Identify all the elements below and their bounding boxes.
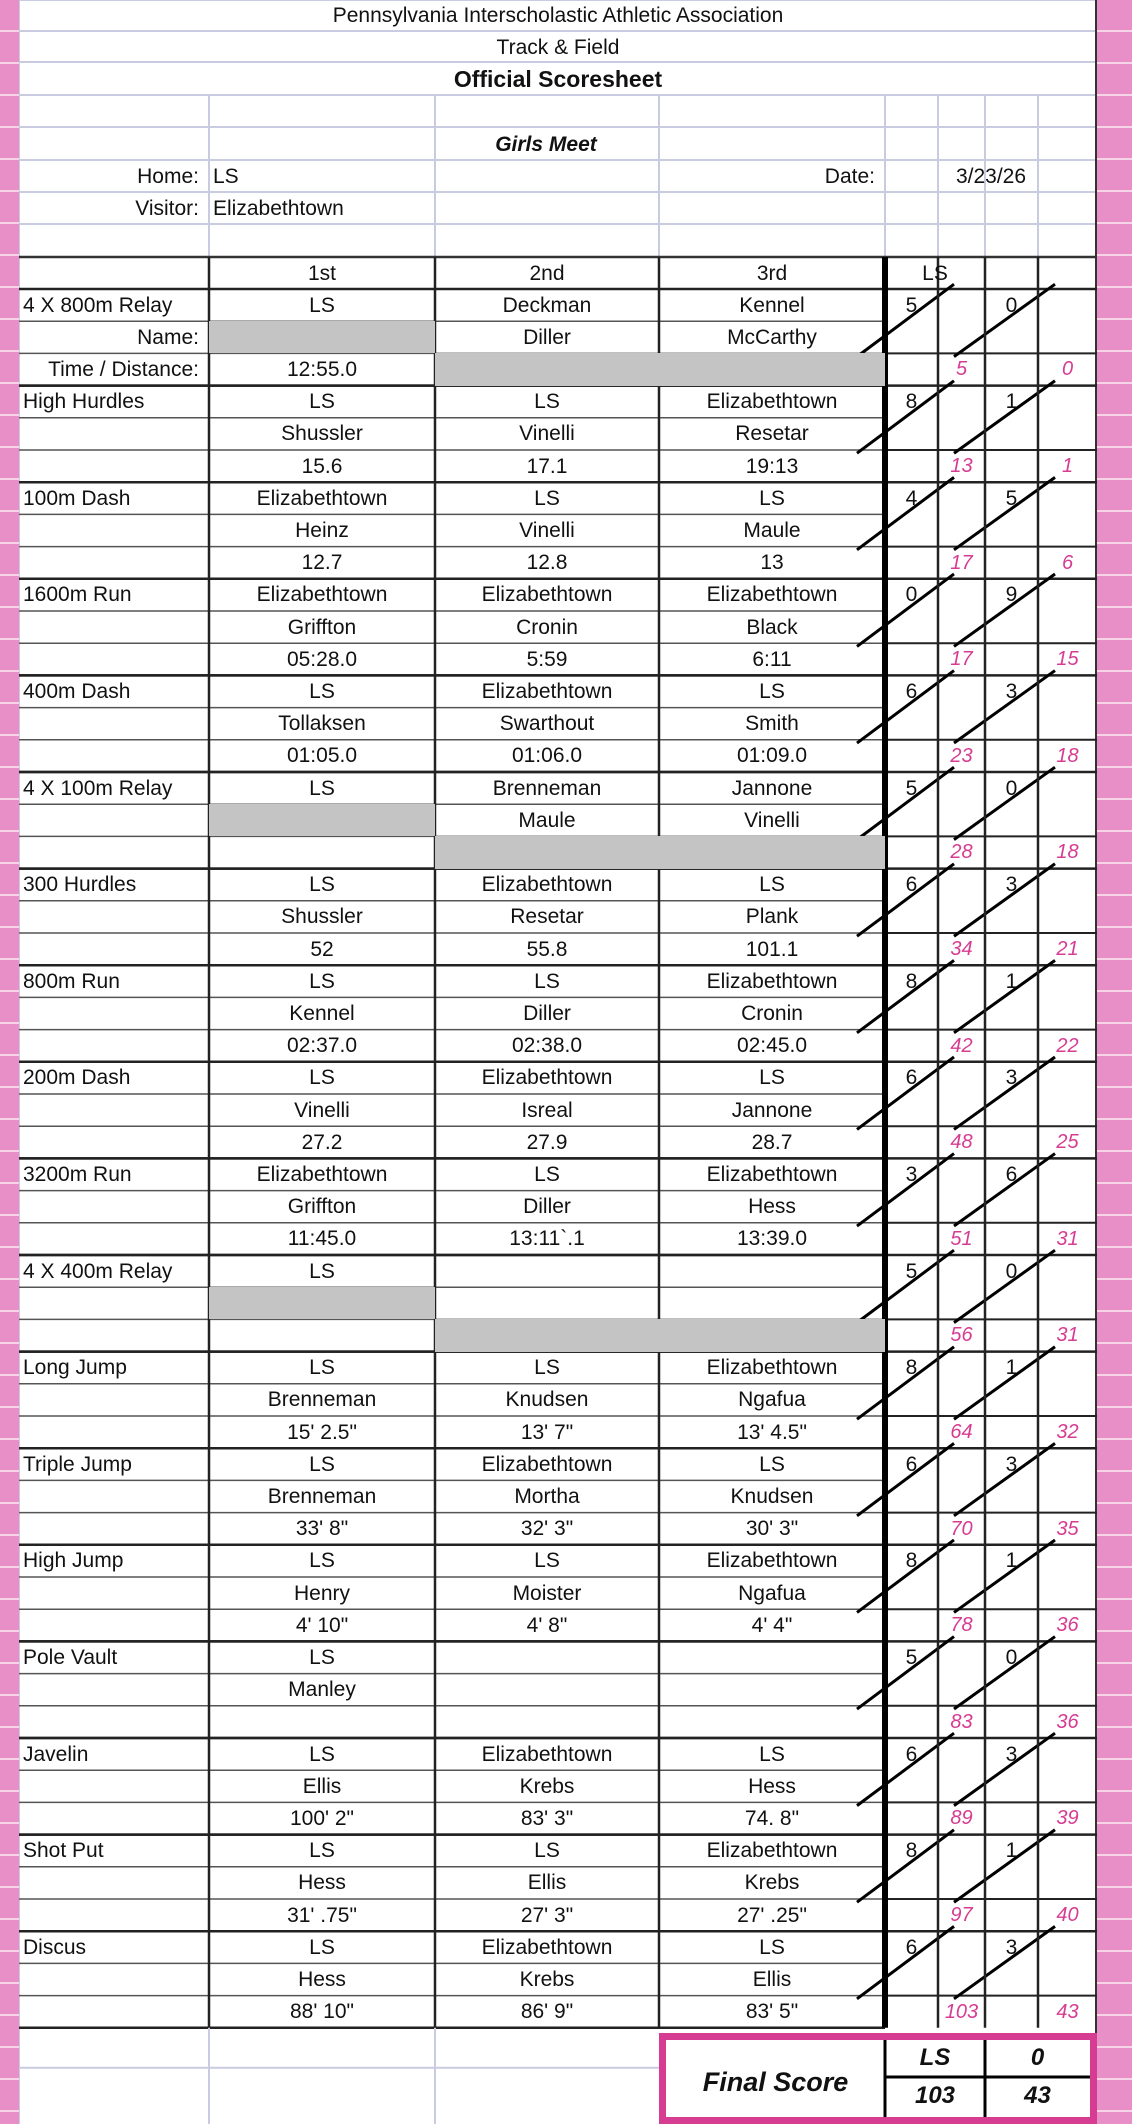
event-name: 4 X 800m Relay — [23, 293, 173, 317]
event-name: Shot Put — [23, 1839, 104, 1863]
mark-place-3: 13' 4.5" — [737, 1420, 807, 1444]
mark-place-1: 12.7 — [301, 551, 343, 575]
home-running-total: 17 — [950, 551, 973, 574]
home-points: 8 — [905, 1839, 918, 1863]
visitor-running-total: 6 — [1061, 551, 1074, 574]
team-place-1: LS — [309, 679, 335, 703]
meet-title: Girls Meet — [495, 132, 597, 156]
team-place-3: LS — [759, 679, 785, 703]
home-running-total: 28 — [950, 841, 973, 864]
home-running-total: 5 — [955, 358, 968, 381]
mark-place-2: 13:11`.1 — [509, 1227, 585, 1251]
athlete-place-3: Black — [746, 615, 798, 639]
team-place-2: LS — [534, 1549, 560, 1573]
event-name: Pole Vault — [23, 1645, 118, 1669]
team-place-3: Elizabethtown — [706, 969, 838, 993]
visitor-points: 3 — [1005, 1742, 1018, 1766]
team-place-2: LS — [534, 1162, 560, 1186]
sheet-title: Official Scoresheet — [453, 65, 663, 92]
team-place-1: LS — [309, 1742, 335, 1766]
athlete-place-1: Manley — [288, 1678, 356, 1702]
visitor-points: 3 — [1005, 1452, 1018, 1476]
event-name: Javelin — [23, 1742, 89, 1766]
mark-place-2 — [435, 1319, 659, 1351]
final-score-label: Final Score — [702, 2066, 849, 2097]
mark-place-3: 19:13 — [745, 454, 799, 478]
mark-place-1: 4' 10" — [295, 1613, 349, 1637]
team-place-1: LS — [309, 1645, 335, 1669]
event-name: High Hurdles — [23, 390, 145, 414]
athlete-place-3: Hess — [748, 1195, 796, 1219]
team-place-3: Kennel — [739, 293, 805, 317]
mark-place-2: 17.1 — [526, 454, 568, 478]
home-points: 6 — [905, 1935, 918, 1959]
visitor-running-total: 36 — [1056, 1710, 1079, 1733]
team-place-2 — [435, 1255, 659, 1287]
home-running-total: 70 — [950, 1517, 973, 1540]
athlete-place-3: Plank — [745, 905, 799, 929]
visitor-running-total: 36 — [1056, 1614, 1079, 1637]
mark-place-1: 11:45.0 — [287, 1227, 357, 1251]
mark-place-3: 01:09.0 — [736, 744, 808, 768]
visitor-running-total: 39 — [1056, 1807, 1079, 1830]
athlete-place-2 — [435, 1674, 659, 1706]
athlete-place-1: Tollaksen — [278, 712, 366, 736]
mark-place-3 — [659, 1319, 885, 1351]
athlete-place-3: Cronin — [741, 1001, 803, 1025]
mark-place-3: 02:45.0 — [736, 1034, 808, 1058]
team-place-2: Elizabethtown — [481, 1066, 613, 1090]
mark-place-3: 4' 4" — [751, 1613, 793, 1637]
team-place-1: LS — [309, 776, 335, 800]
visitor-running-total: 21 — [1056, 938, 1079, 961]
visitor-points: 0 — [1005, 776, 1018, 800]
team-place-2: LS — [534, 969, 560, 993]
athlete-place-2: Krebs — [519, 1774, 575, 1798]
team-place-3 — [659, 1255, 885, 1287]
mark-place-1: 31' .75" — [287, 1903, 357, 1927]
home-points: 6 — [905, 1452, 918, 1476]
team-place-1: LS — [309, 1452, 335, 1476]
home-label: Home: — [137, 164, 199, 188]
mark-place-1: 27.2 — [301, 1130, 343, 1154]
athlete-place-2: Diller — [523, 1001, 571, 1025]
name-row-label: Name: — [137, 325, 199, 349]
visitor-points: 3 — [1005, 1935, 1018, 1959]
athlete-place-1: Heinz — [295, 518, 349, 542]
visitor-points: 3 — [1005, 679, 1018, 703]
team-place-3: LS — [759, 1066, 785, 1090]
team-place-2: LS — [534, 390, 560, 414]
visitor-points: 1 — [1005, 1356, 1018, 1380]
team-place-2: Elizabethtown — [481, 679, 613, 703]
visitor-running-total: 43 — [1056, 2000, 1079, 2023]
mark-place-1: 52 — [310, 937, 334, 961]
event-name: 100m Dash — [23, 486, 131, 510]
mark-place-3: 13 — [760, 551, 784, 575]
team-place-1: LS — [309, 1839, 335, 1863]
mark-place-2: 55.8 — [526, 937, 568, 961]
mark-place-1: 12:55.0 — [286, 357, 358, 381]
mark-place-1: 15' 2.5" — [287, 1420, 357, 1444]
mark-place-2: 5:59 — [526, 647, 568, 671]
event-name: High Jump — [23, 1549, 124, 1573]
team-place-1: LS — [309, 1935, 335, 1959]
visitor-points: 3 — [1005, 1066, 1018, 1090]
visitor-running-total: 18 — [1056, 744, 1079, 767]
team-place-2: Elizabethtown — [481, 583, 613, 607]
mark-place-2: 4' 8" — [526, 1613, 568, 1637]
athlete-place-1: Brenneman — [267, 1388, 377, 1412]
home-points: 8 — [905, 969, 918, 993]
home-points: 6 — [905, 1742, 918, 1766]
home-points: 5 — [905, 776, 918, 800]
mark-place-1: 15.6 — [301, 454, 343, 478]
meet-date: 3/23/26 — [955, 164, 1027, 188]
mark-place-1 — [209, 836, 435, 868]
mark-place-2 — [435, 836, 659, 868]
event-name: 1600m Run — [23, 583, 132, 607]
visitor-running-total: 0 — [1061, 358, 1074, 381]
final-visitor-score: 43 — [1024, 2082, 1051, 2109]
home-points: 6 — [905, 873, 918, 897]
team-place-2 — [435, 1641, 659, 1673]
mark-place-2: 13' 7" — [520, 1420, 574, 1444]
athlete-place-3: Jannone — [731, 1098, 813, 1122]
mark-place-3: 30' 3" — [745, 1517, 799, 1541]
team-place-1: Elizabethtown — [256, 583, 388, 607]
home-running-total: 13 — [950, 455, 973, 478]
final-visitor-header: 0 — [1030, 2044, 1045, 2071]
athlete-place-3: Smith — [745, 712, 799, 736]
athlete-place-1: Henry — [293, 1581, 351, 1605]
visitor-team: Elizabethtown — [213, 196, 344, 220]
visitor-running-total: 1 — [1061, 455, 1074, 478]
visitor-running-total: 40 — [1056, 1904, 1079, 1927]
team-place-2: Elizabethtown — [481, 1742, 613, 1766]
mark-place-3: 101.1 — [745, 937, 799, 961]
mark-place-1: 88' 10" — [289, 2000, 354, 2024]
team-place-1: LS — [309, 1549, 335, 1573]
home-running-total: 83 — [950, 1710, 973, 1733]
mark-place-3: 83' 5" — [745, 2000, 799, 2024]
home-running-total: 34 — [950, 938, 973, 961]
mark-place-2: 27.9 — [526, 1130, 568, 1154]
team-place-1: LS — [309, 873, 335, 897]
athlete-place-2: Krebs — [519, 1967, 575, 1991]
visitor-running-total: 25 — [1056, 1131, 1079, 1154]
athlete-place-2: Diller — [523, 1195, 571, 1219]
home-points: 0 — [905, 583, 918, 607]
team-place-3: Elizabethtown — [706, 1839, 838, 1863]
athlete-place-3: Ellis — [752, 1967, 792, 1991]
mark-place-2: 86' 9" — [520, 2000, 574, 2024]
event-name: Triple Jump — [23, 1452, 132, 1476]
visitor-points: 5 — [1005, 486, 1018, 510]
athlete-place-2: Ellis — [527, 1871, 567, 1895]
team-place-3: LS — [759, 486, 785, 510]
mark-place-2: 27' 3" — [520, 1903, 574, 1927]
athlete-place-2: Swarthout — [499, 712, 595, 736]
athlete-place-1: Hess — [298, 1967, 346, 1991]
visitor-running-total: 22 — [1056, 1034, 1079, 1057]
visitor-points: 6 — [1005, 1162, 1018, 1186]
athlete-place-3 — [659, 1674, 885, 1706]
final-home-score: 103 — [914, 2082, 956, 2109]
home-running-total: 97 — [950, 1904, 973, 1927]
athlete-place-2: Vinelli — [519, 422, 575, 446]
mark-place-2 — [435, 1706, 659, 1738]
team-place-2: Elizabethtown — [481, 873, 613, 897]
col-third-header: 3rd — [756, 261, 788, 285]
mark-place-3: 13:39.0 — [736, 1227, 808, 1251]
mark-place-1 — [209, 1319, 435, 1351]
team-place-1: LS — [309, 390, 335, 414]
event-name: 3200m Run — [23, 1162, 132, 1186]
mark-place-3 — [659, 836, 885, 868]
athlete-place-3: McCarthy — [727, 325, 817, 349]
athlete-place-3: Hess — [748, 1774, 796, 1798]
athlete-place-3: Resetar — [735, 422, 809, 446]
team-place-2: Brenneman — [492, 776, 602, 800]
home-running-total: 103 — [944, 2000, 979, 2023]
home-running-total: 23 — [950, 744, 973, 767]
home-points: 5 — [905, 1259, 918, 1283]
event-name: 4 X 100m Relay — [23, 776, 173, 800]
athlete-place-2: Diller — [523, 325, 571, 349]
visitor-points: 1 — [1005, 1839, 1018, 1863]
mark-place-1 — [209, 1706, 435, 1738]
mark-place-1: 02:37.0 — [286, 1034, 358, 1058]
visitor-points: 1 — [1005, 390, 1018, 414]
team-place-2: Elizabethtown — [481, 1935, 613, 1959]
athlete-place-2: Maule — [518, 808, 576, 832]
athlete-place-3: Knudsen — [730, 1484, 814, 1508]
event-name: 800m Run — [23, 969, 120, 993]
home-running-total: 56 — [950, 1324, 973, 1347]
col-first-header: 1st — [307, 261, 336, 285]
home-points: 3 — [905, 1162, 918, 1186]
home-points: 8 — [905, 390, 918, 414]
athlete-place-1: Ellis — [302, 1774, 342, 1798]
home-running-total: 78 — [950, 1614, 973, 1637]
athlete-place-3: Ngafua — [738, 1388, 806, 1412]
visitor-running-total: 31 — [1056, 1324, 1079, 1347]
date-label: Date: — [824, 164, 875, 188]
visitor-points: 3 — [1005, 873, 1018, 897]
team-place-3: Elizabethtown — [706, 583, 838, 607]
mark-place-1: 100' 2" — [289, 1806, 354, 1830]
team-place-1: LS — [309, 1356, 335, 1380]
team-place-3: Elizabethtown — [706, 1356, 838, 1380]
team-place-1: Elizabethtown — [256, 1162, 388, 1186]
home-running-total: 42 — [950, 1034, 973, 1057]
org-title: Pennsylvania Interscholastic Athletic Association — [332, 3, 784, 27]
home-points: 8 — [905, 1549, 918, 1573]
team-place-3: LS — [759, 1742, 785, 1766]
team-place-1: LS — [309, 1259, 335, 1283]
team-place-1: LS — [309, 969, 335, 993]
event-name: 300 Hurdles — [23, 873, 137, 897]
team-place-2: LS — [534, 1839, 560, 1863]
mark-place-3: 6:11 — [752, 647, 792, 671]
athlete-place-2: Mortha — [514, 1484, 580, 1508]
team-place-3 — [659, 1641, 885, 1673]
team-place-1: LS — [309, 293, 335, 317]
team-place-3: LS — [759, 1452, 785, 1476]
mark-place-1: 01:05.0 — [286, 744, 358, 768]
athlete-place-1: Griffton — [287, 1195, 357, 1219]
team-place-3: Elizabethtown — [706, 1162, 838, 1186]
home-running-total: 48 — [950, 1131, 973, 1154]
visitor-running-total: 32 — [1056, 1421, 1079, 1444]
team-place-3: LS — [759, 873, 785, 897]
athlete-place-1: Brenneman — [267, 1484, 377, 1508]
visitor-points: 0 — [1005, 1645, 1018, 1669]
athlete-place-2: Vinelli — [519, 518, 575, 542]
mark-place-1: 33' 8" — [295, 1517, 349, 1541]
mark-place-2 — [435, 353, 659, 385]
athlete-place-3: Krebs — [744, 1871, 800, 1895]
visitor-points: 0 — [1005, 1259, 1018, 1283]
athlete-place-1: Shussler — [281, 422, 363, 446]
athlete-place-1 — [209, 321, 435, 353]
mark-place-2: 83' 3" — [520, 1806, 574, 1830]
mark-place-3: 28.7 — [751, 1130, 793, 1154]
visitor-points: 0 — [1005, 293, 1018, 317]
home-running-total: 51 — [950, 1227, 973, 1250]
visitor-label: Visitor: — [135, 196, 199, 220]
event-name: Discus — [23, 1935, 87, 1959]
athlete-place-3 — [659, 1287, 885, 1319]
mark-place-2: 02:38.0 — [511, 1034, 583, 1058]
team-place-3: Jannone — [731, 776, 813, 800]
athlete-place-1: Kennel — [289, 1001, 355, 1025]
visitor-points: 9 — [1005, 583, 1018, 607]
visitor-running-total: 18 — [1056, 841, 1079, 864]
time-row-label: Time / Distance: — [48, 357, 199, 381]
home-running-total: 64 — [950, 1421, 973, 1444]
athlete-place-1 — [209, 1287, 435, 1319]
event-name: 200m Dash — [23, 1066, 131, 1090]
home-points: 4 — [905, 486, 918, 510]
visitor-running-total: 35 — [1056, 1517, 1079, 1540]
athlete-place-3: Maule — [743, 518, 801, 542]
athlete-place-2: Moister — [512, 1581, 582, 1605]
athlete-place-2: Resetar — [510, 905, 584, 929]
team-place-2: LS — [534, 1356, 560, 1380]
athlete-place-1: Griffton — [287, 615, 357, 639]
event-name: 4 X 400m Relay — [23, 1259, 173, 1283]
mark-place-1: 05:28.0 — [286, 647, 358, 671]
mark-place-3 — [659, 353, 885, 385]
athlete-place-3: Vinelli — [744, 808, 800, 832]
team-place-3: LS — [759, 1935, 785, 1959]
home-points: 6 — [905, 1066, 918, 1090]
mark-place-3 — [659, 1706, 885, 1738]
team-place-1: Elizabethtown — [256, 486, 388, 510]
team-place-3: Elizabethtown — [706, 1549, 838, 1573]
scoresheet — [19, 0, 1097, 2124]
athlete-place-1: Shussler — [281, 905, 363, 929]
event-name: 400m Dash — [23, 679, 131, 703]
home-team: LS — [213, 164, 239, 188]
home-points: 6 — [905, 679, 918, 703]
athlete-place-1: Hess — [298, 1871, 346, 1895]
mark-place-3: 74. 8" — [744, 1806, 800, 1830]
athlete-place-1: Vinelli — [294, 1098, 350, 1122]
visitor-running-total: 31 — [1056, 1227, 1079, 1250]
athlete-place-2: Isreal — [521, 1098, 573, 1122]
visitor-points: 1 — [1005, 969, 1018, 993]
mark-place-3: 27' .25" — [737, 1903, 807, 1927]
mark-place-2: 01:06.0 — [511, 744, 583, 768]
team-place-2: Elizabethtown — [481, 1452, 613, 1476]
final-home-abbr: LS — [919, 2044, 951, 2071]
athlete-place-2 — [435, 1287, 659, 1319]
visitor-points: 1 — [1005, 1549, 1018, 1573]
athlete-place-2: Knudsen — [505, 1388, 589, 1412]
home-running-total: 17 — [950, 648, 973, 671]
team-place-2: Deckman — [502, 293, 592, 317]
athlete-place-1 — [209, 804, 435, 836]
visitor-running-total: 15 — [1056, 648, 1079, 671]
home-running-total: 89 — [950, 1807, 973, 1830]
col-second-header: 2nd — [529, 261, 565, 285]
team-place-1: LS — [309, 1066, 335, 1090]
event-name: Long Jump — [23, 1356, 127, 1380]
home-points: 5 — [905, 1645, 918, 1669]
home-points: 8 — [905, 1356, 918, 1380]
team-place-3: Elizabethtown — [706, 390, 838, 414]
athlete-place-2: Cronin — [516, 615, 578, 639]
team-place-2: LS — [534, 486, 560, 510]
sport-title: Track & Field — [496, 35, 620, 59]
home-points: 5 — [905, 293, 918, 317]
athlete-place-3: Ngafua — [738, 1581, 806, 1605]
col-home-header: LS — [922, 261, 948, 285]
mark-place-2: 12.8 — [526, 551, 568, 575]
mark-place-2: 32' 3" — [520, 1517, 574, 1541]
